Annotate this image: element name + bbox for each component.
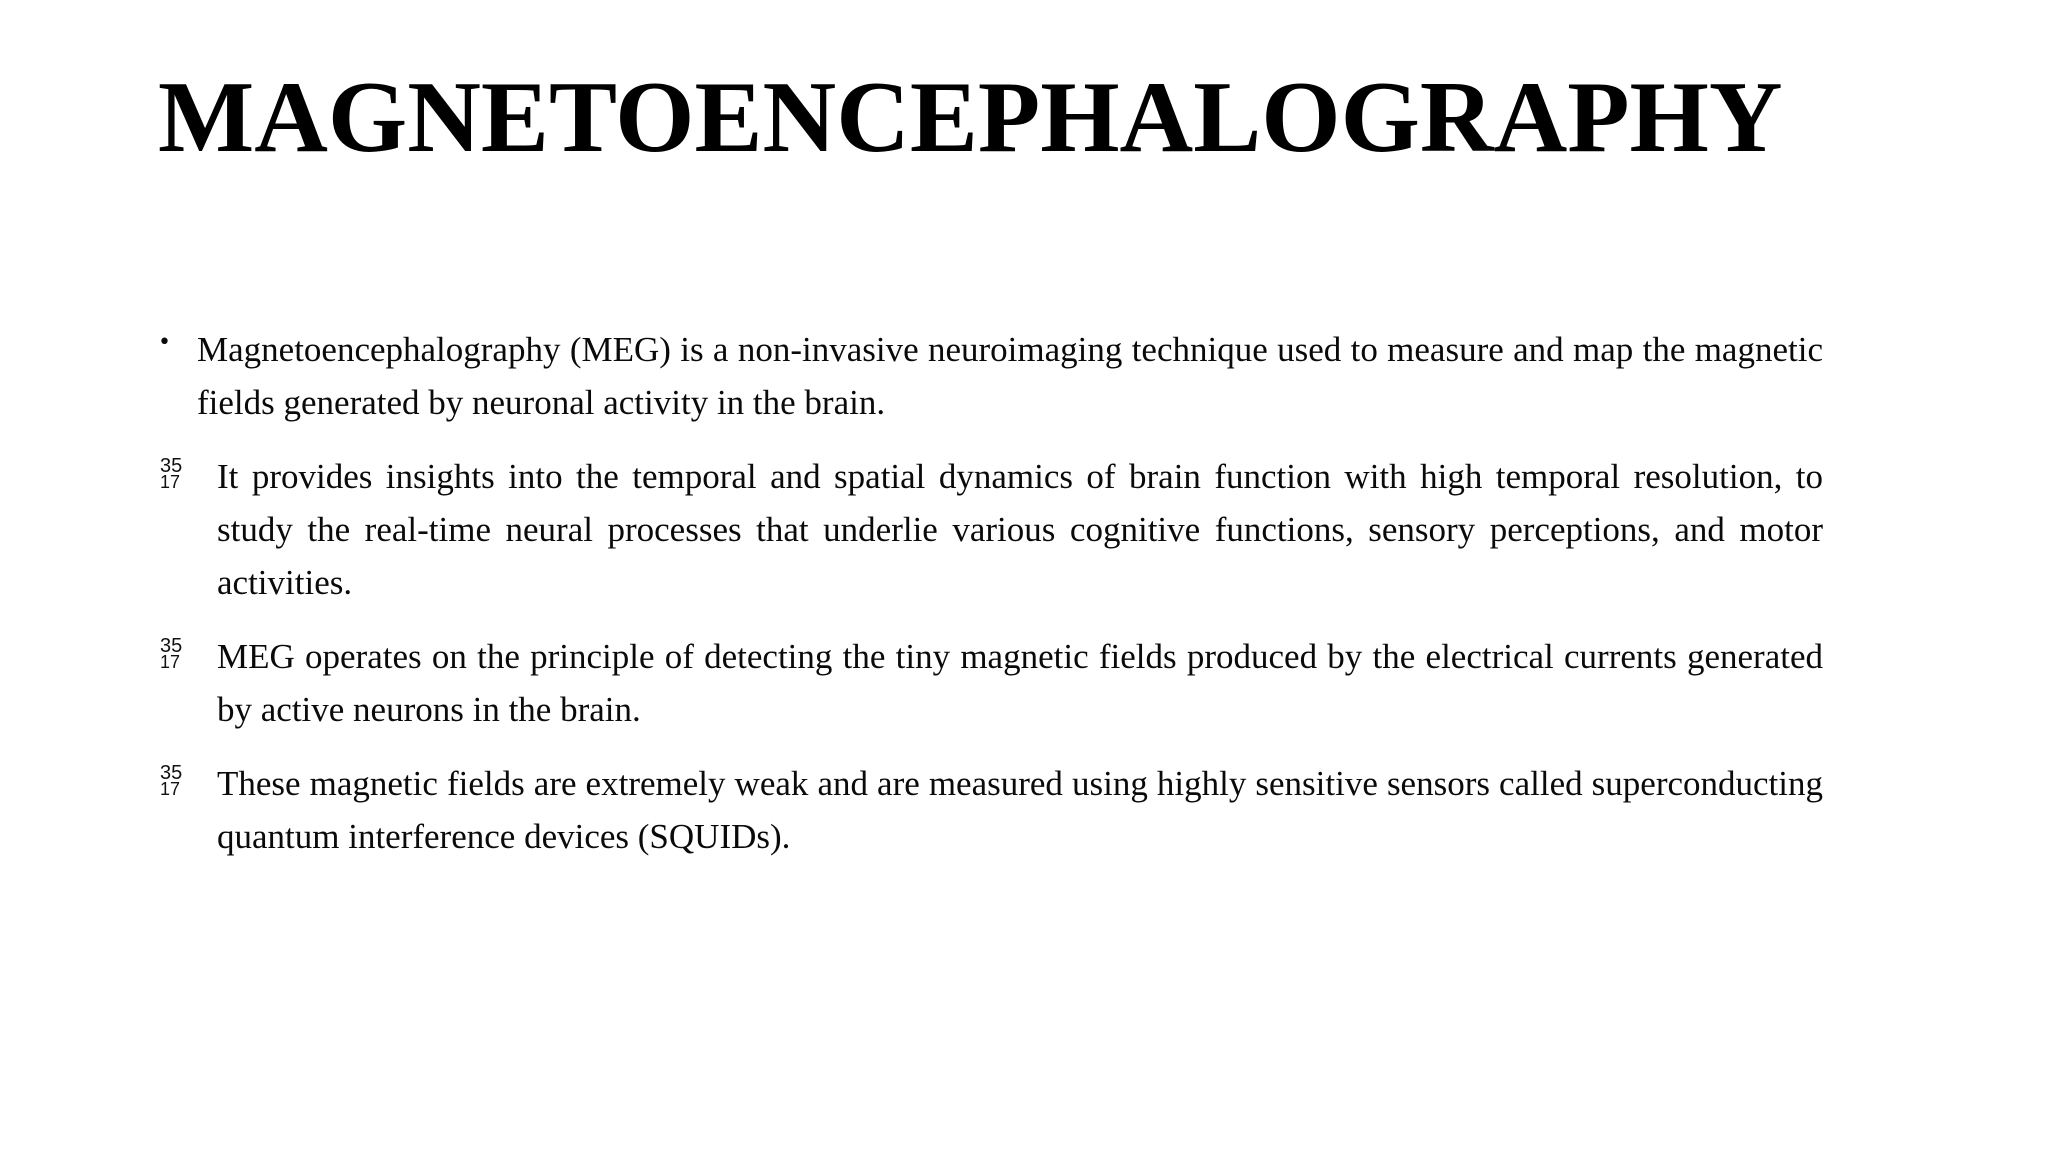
bullet-item (158, 323, 1823, 429)
bullet-marker-bottom: 17 (160, 652, 181, 672)
bullet-text: Magnetoencephalography (MEG) is a non-invasive neuroimaging technique used to measure and map the magnetic fields generated by neuronal activity in the brain. (197, 330, 1823, 422)
bullet-text: It provides insights into the temporal and spatial dynamics of brain function with high temporal resolution, to study the real-time neural processes that underlie various cognitive functions, sensory perceptions, and motor activities. (217, 457, 1823, 602)
bullet-marker-top: 35 (160, 762, 183, 784)
bullet-marker-top: 35 (160, 455, 183, 477)
bullet-marker-top: 35 (160, 635, 183, 657)
slide-title: MAGNETOENCEPHALOGRAPHY (158, 61, 1783, 174)
bullet-list (158, 323, 1823, 884)
bullet-text: These magnetic fields are extremely weak and are measured using highly sensitive sensors called superconducting quantum interference devices (SQUIDs). (217, 764, 1823, 856)
bullet-marker (160, 635, 183, 672)
bullet-item (158, 757, 1823, 863)
bullet-item (158, 450, 1823, 609)
bullet-text: MEG operates on the principle of detecting the tiny magnetic fields produced by the electrical currents generated by active neurons in the brain. (217, 637, 1823, 729)
bullet-marker-bottom: 17 (160, 472, 181, 492)
bullet-marker (160, 762, 183, 799)
bullet-dot-icon: • (158, 330, 171, 355)
bullet-item (158, 630, 1823, 736)
bullet-marker (160, 455, 183, 492)
bullet-marker-bottom: 17 (160, 779, 181, 799)
